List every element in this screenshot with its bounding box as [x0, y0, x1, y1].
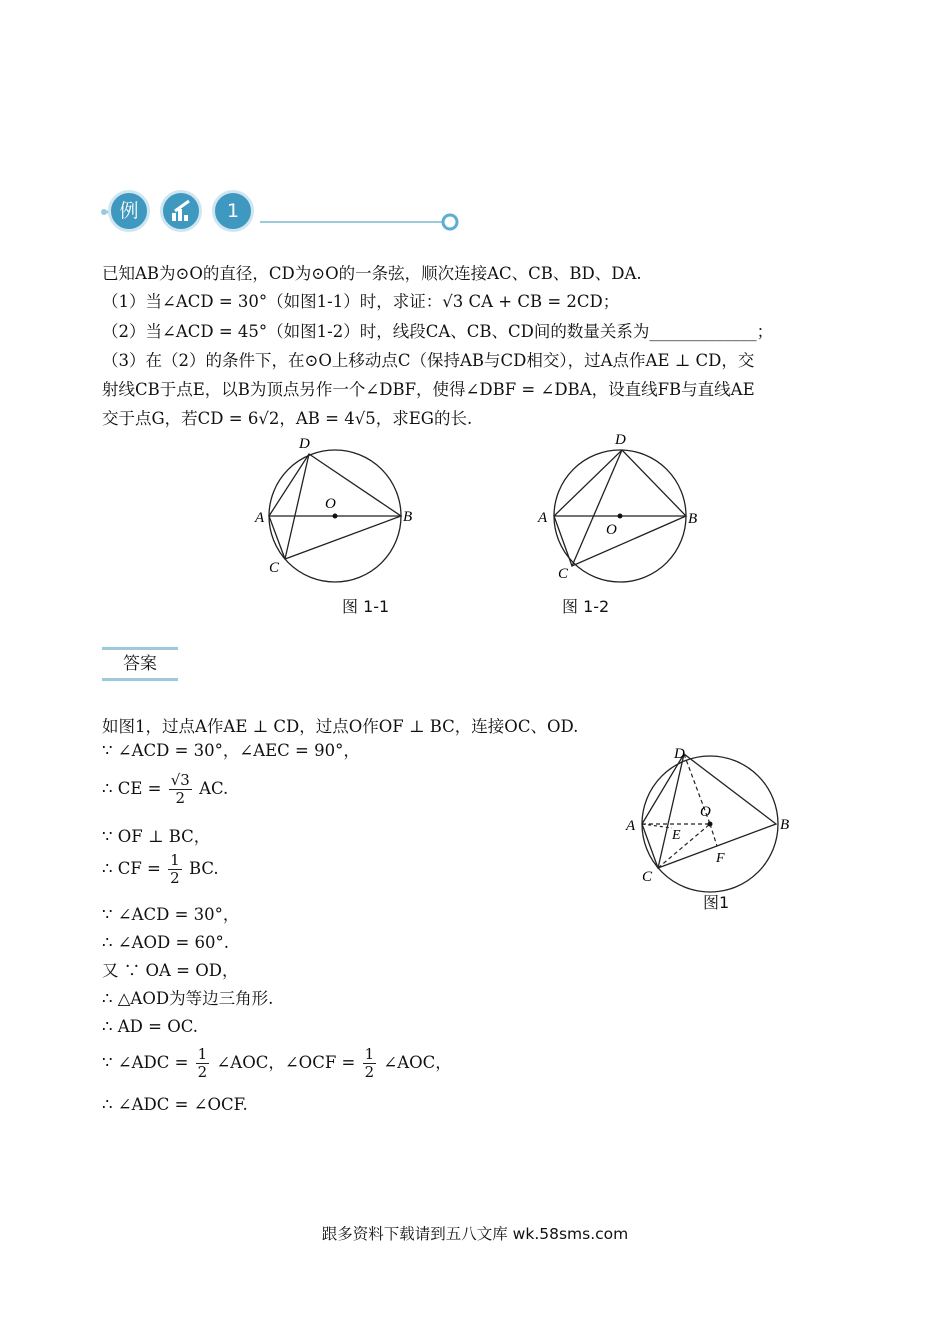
answer-step-11-post: ∠AOC， — [383, 1053, 452, 1072]
label-d: D — [299, 436, 310, 452]
problem-q3-line1: （3）在（2）的条件下，在⊙O上移动点C（保持AB与CD相交），过A点作AE ⊥ CD，交 — [102, 351, 755, 370]
answer-step-2: ∵ ∠ACD = 30°，∠AEC = 90°， — [102, 741, 360, 760]
problem-q2: （2）当∠ACD = 45°（如图1-2）时，线段CA、CB、CD间的数量关系为_____________； — [102, 322, 774, 341]
label-d: D — [674, 746, 685, 762]
answer-step-5 — [102, 852, 219, 887]
denominator: 2 — [170, 869, 180, 887]
answer-step-10: ∴ AD = OC. — [102, 1017, 199, 1036]
figure-1-1 — [245, 430, 425, 590]
example-header — [100, 186, 470, 238]
answer-step-1: 如图1，过点A作AE ⊥ CD，过点O作OF ⊥ BC，连接OC、OD. — [102, 717, 579, 736]
figure-1-2-caption: 图 1-2 — [562, 597, 610, 616]
header-decor — [100, 186, 470, 238]
answer-step-7: ∴ ∠AOD = 60°. — [102, 933, 230, 952]
example-badge: 例 — [108, 190, 150, 232]
answer-step-3-pre: ∴ CE = — [102, 779, 162, 798]
label-e: E — [672, 828, 681, 843]
label-c: C — [642, 869, 653, 885]
label-a: A — [538, 510, 548, 526]
label-b: B — [780, 817, 790, 833]
answer-tag: 答案 — [102, 647, 178, 681]
problem-q3-line3: 交于点G，若CD = 6√2，AB = 4√5，求EG的长. — [102, 409, 473, 428]
numerator: 1 — [197, 1045, 208, 1063]
label-b: B — [688, 511, 698, 527]
label-d: D — [615, 432, 626, 448]
fraction — [196, 1046, 210, 1081]
answer-figure-caption: 图1 — [703, 893, 730, 912]
answer-step-11-mid: ∠AOC，∠OCF = — [216, 1053, 356, 1072]
problem-q1: （1）当∠ACD = 30°（如图1-1）时，求证：√3 CA + CB = 2CD； — [102, 292, 620, 311]
figure-1-2 — [528, 430, 708, 590]
answer-step-4: ∵ OF ⊥ BC， — [102, 827, 211, 846]
answer-step-5-post: BC. — [188, 859, 219, 878]
answer-step-5-pre: ∴ CF = — [102, 859, 161, 878]
answer-step-9: ∴ △AOD为等边三角形. — [102, 989, 274, 1008]
answer-step-11-pre: ∵ ∠ADC = — [102, 1053, 189, 1072]
answer-step-12: ∴ ∠ADC = ∠OCF. — [102, 1095, 248, 1114]
label-o: O — [325, 496, 336, 512]
fraction — [169, 772, 192, 807]
answer-step-3 — [102, 772, 228, 807]
answer-step-6: ∵ ∠ACD = 30°， — [102, 905, 240, 924]
denominator: 2 — [175, 789, 186, 807]
label-a: A — [255, 510, 265, 526]
label-f: F — [716, 851, 725, 866]
problem-intro: 已知AB为⊙O的直径，CD为⊙O的一条弦，顺次连接AC、CB、BD、DA. — [102, 264, 642, 283]
footer-note: 跟多资料下载请到五八文库 wk.58sms.com — [321, 1225, 629, 1243]
answer-step-11 — [102, 1046, 452, 1081]
answer-step-8: 又 ∵ OA = OD， — [102, 961, 239, 980]
label-c: C — [269, 560, 280, 576]
numerator: √3 — [170, 771, 190, 789]
fraction — [363, 1046, 377, 1081]
label-b: B — [403, 509, 413, 525]
problem-q3-line2: 射线CB于点E，以B为顶点另作一个∠DBF，使得∠DBF = ∠DBA，设直线FB与直线AE — [102, 380, 755, 399]
label-o: O — [700, 804, 711, 820]
numerator: 1 — [170, 851, 180, 869]
label-a: A — [626, 818, 636, 834]
example-number: 1 — [212, 190, 254, 232]
figure-1-1-caption: 图 1-1 — [342, 597, 390, 616]
label-c: C — [558, 566, 569, 582]
fraction — [168, 852, 182, 887]
answer-figure-1 — [618, 738, 808, 898]
answer-step-3-post: AC. — [199, 779, 229, 798]
label-o: O — [606, 522, 617, 538]
denominator: 2 — [364, 1063, 375, 1081]
numerator: 1 — [364, 1045, 375, 1063]
pencil-chart-icon — [160, 190, 202, 232]
denominator: 2 — [197, 1063, 208, 1081]
